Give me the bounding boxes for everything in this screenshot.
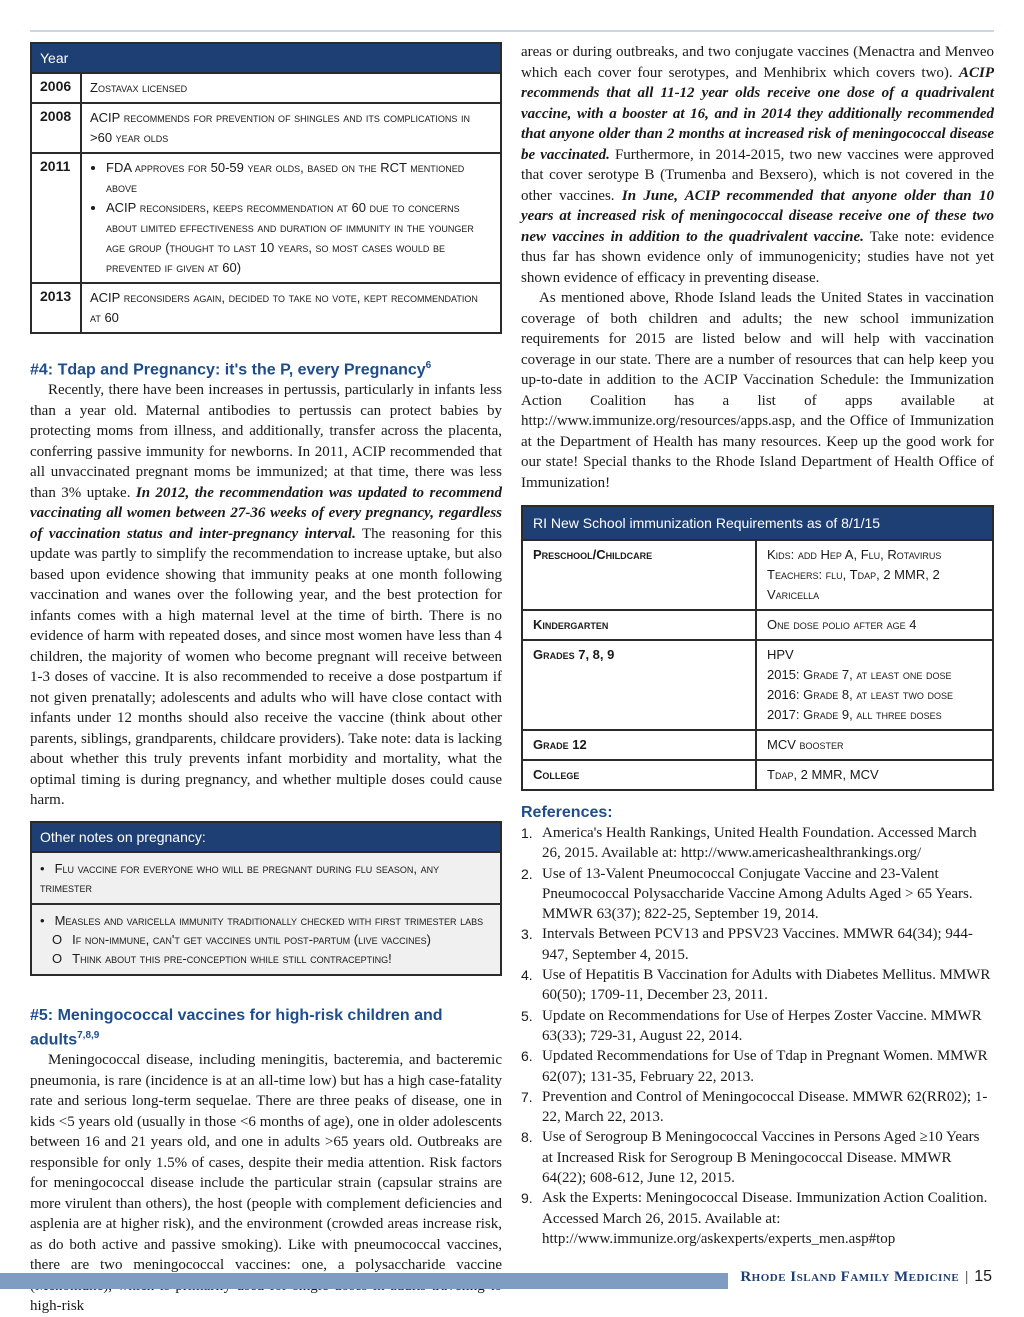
- list-item: 5. Update on Recommendations for Use of Herpes Zoster Vaccine. MMWR 63(33); 729-31, August 22, 2014.: [521, 1007, 982, 1044]
- school-requirements-table: [521, 505, 994, 791]
- list-item: 8. Use of Serogroup B Meningococcal Vaccines in Persons Aged ≥10 Years at Increased Risk for Serogroup B Meningococcal Disease. MMWR 64(22); 608-612, June 12, 2015.: [521, 1129, 980, 1187]
- requirement-cell: MCV booster: [756, 730, 993, 760]
- requirement-cell: Kids: add Hep A, Flu, Rotavirus Teachers: flu, Tdap, 2 MMR, 2 Varicella: [756, 540, 993, 610]
- references-heading: References:: [521, 804, 613, 821]
- requirement-cell: HPV 2015: Grade 7, at least one dose 2016: Grade 8, at least two dose 2017: Grade 9, all three doses: [756, 640, 993, 730]
- page-number: 15: [974, 1268, 992, 1285]
- list-item: • Flu vaccine for everyone who will be pregnant during flu season, any trimester: [32, 851, 500, 903]
- footer-bar: [0, 1273, 728, 1289]
- group-cell: Preschool/Childcare: [522, 540, 756, 610]
- year-cell: 2008: [31, 103, 81, 153]
- footer-separator: |: [965, 1269, 969, 1285]
- list-item: • FDA approves for 50-59 year olds, based on the RCT mentioned above: [106, 158, 492, 198]
- event-cell: [81, 153, 501, 283]
- event-cell: Zostavax licensed: [81, 73, 501, 103]
- table-row: [522, 610, 993, 640]
- pregnancy-notes-title: Other notes on pregnancy:: [32, 823, 500, 851]
- table-row: [522, 760, 993, 790]
- list-item: 3. Intervals Between PCV13 and PPSV23 Vaccines. MMWR 64(34); 944-947, September 4, 2015.: [521, 926, 973, 963]
- event-cell: ACIP reconsiders again, decided to take no vote, kept recommendation at 60: [81, 283, 501, 333]
- top-rule: [30, 30, 994, 32]
- section-4-body: Recently, there have been increases in pertussis, particularly in infants less than a year old. Maternal antibodies to pertussis can protect babies by protecting moms from illness, and additionally, transfer across the placenta, conferring passive immunity for newborns. In 2011, ACIP recommended that all unvaccinated pregnant moms be immunized; at that time, there was less than 3% uptake. In 2012, the recommendation was updated to recommend vaccinating all women between 27-36 weeks of every pregnancy, regardless of vaccination status and inter-pregnancy interval. The reasoning for this update was partly to simplify the recommendation to increase uptake, but also based upon evidence showing that immunity peaks at one month following vaccination and wanes over the following year, and the best protection for infants comes with a high maternal level at the time of birth. There is no evidence of harm with repeated doses, and since most women have less than 4 children, the majority of women who become pregnant will receive between 1-3 doses of vaccine. It is also recommended to receive a dose postpartum if not given prenatally; adolescents and adults who will have close contact with infants under 12 months should also receive the vaccine (think about other parents, siblings, grandparents, childcare providers). Take note: data is lacking about whether this truly prevents infant morbidity and mortality, what the optimal timing is during pregnancy, and whether multiple doses could cause harm.: [30, 382, 503, 809]
- references-list: [521, 823, 994, 1249]
- table-row: [31, 153, 501, 283]
- page-footer: [740, 1268, 992, 1286]
- pregnancy-notes-box: [30, 821, 502, 976]
- sub-item: O Think about this pre-conception while still contracepting!: [40, 949, 492, 968]
- left-column: [30, 42, 502, 1317]
- requirement-cell: Tdap, 2 MMR, MCV: [756, 760, 993, 790]
- list-item: 4. Use of Hepatitis B Vaccination for Adults with Diabetes Mellitus. MMWR 60(50); 1709-11, December 23, 2011.: [521, 967, 991, 1004]
- event-cell: ACIP recommends for prevention of shingles and its complications in >60 year olds: [81, 103, 501, 153]
- table-row: [31, 73, 501, 103]
- year-cell: 2006: [31, 73, 81, 103]
- table-row: [522, 540, 993, 610]
- list-item: • Measles and varicella immunity traditionally checked with first trimester labs O If non-immune, can't get vaccines until post-partum (live vaccines) O Think about this pre-conception while still contracepting!: [32, 903, 500, 974]
- year-cell: 2013: [31, 283, 81, 333]
- timeline-header: Year: [31, 43, 501, 73]
- section-4-heading: #4: Tdap and Pregnancy: it's the P, every Pregnancy$^6$: [30, 360, 432, 379]
- group-cell: College: [522, 760, 756, 790]
- table-row: [522, 640, 993, 730]
- sub-item: O If non-immune, can't get vaccines until post-partum (live vaccines): [40, 930, 492, 949]
- table-row: [522, 730, 993, 760]
- list-item: 2. Use of 13-Valent Pneumococcal Conjugate Vaccine and 23-Valent Pneumococcal Polysaccharide Vaccine Among Adults Aged > 65 Years. MMWR 63(37); 822-25, September 19, 2014.: [521, 865, 973, 923]
- zostavax-timeline-table: [30, 42, 502, 334]
- table-row: [31, 283, 501, 333]
- requirements-title: RI New School immunization Requirements as of 8/1/15: [522, 506, 993, 540]
- group-cell: Grade 12: [522, 730, 756, 760]
- list-item: 1. America's Health Rankings, United Health Foundation. Accessed March 26, 2015. Available at: http://www.americashealthrankings.org/: [521, 825, 977, 862]
- section-5-heading: #5: Meningococcal vaccines for high-risk children and adults$^{7,8,9}$: [30, 1006, 443, 1049]
- right-column: [521, 42, 994, 1249]
- meningococcal-continued: areas or during outbreaks, and two conjugate vaccines (Menactra and Menveo which each cover four serotypes, and Menhibrix which covers two). ACIP recommends that all 11-12 year olds receive one dose of a quadrivalent vaccine, with a booster at 16, and in 2014 they additionally recommended that anyone older than 2 months at increased risk of meningococcal disease be vaccinated. Furthermore, in 2014-2015, two new vaccines were approved that cover serotype B (Trumenba and Bexsero), which is not covered in the other vaccines. In June, ACIP recommended that anyone older than 10 years at increased risk of meningococcal disease receive one of these two new vaccines in addition to the quadrivalent vaccine. Take note: evidence thus far has shown evidence only of immunogenicity; studies have not yet shown evidence of efficacy in preventing disease.: [521, 44, 995, 286]
- requirement-cell: One dose polio after age 4: [756, 610, 993, 640]
- list-item: 7. Prevention and Control of Meningococcal Disease. MMWR 62(RR02); 1-22, March 22, 2013.: [521, 1088, 988, 1126]
- list-item: • ACIP reconsiders, keeps recommendation at 60 due to concerns about limited effectiveness and duration of immunity in the younger age group (thought to last 10 years, so most cases would be prevented if given at 60): [106, 198, 492, 278]
- ri-coverage-paragraph: As mentioned above, Rhode Island leads the United States in vaccination coverage of both children and adults; the new school immunization requirements for 2015 are listed below and will help with vaccination coverage in our state. There are a number of resources that can help keep you up-to-date in addition to the ACIP Vaccination Schedule: the Immunization Action Coalition has a list of apps available at http://www.immunize.org/resources/apps.asp, and the Office of Immunization at the Department of Health has many resources. Keep up the good work for our state! Special thanks to the Rhode Island Department of Health Office of Immunization!: [521, 290, 994, 491]
- list-item: 6. Updated Recommendations for Use of Tdap in Pregnant Women. MMWR 62(07); 131-35, February 22, 2013.: [521, 1048, 988, 1085]
- table-row: [31, 103, 501, 153]
- year-cell: 2011: [31, 153, 81, 283]
- group-cell: Grades 7, 8, 9: [522, 640, 756, 730]
- section-5-body: Meningococcal disease, including meningitis, bacteremia, and bacteremic pneumonia, is rare (incidence is at an all-time low) but has a high case-fatality rate and serious long-term sequelae. There are three peaks of disease, one in kids <5 years old (usually in those <6 months of age), one in older adolescents between 16 and 21 years old, and one in adults >65 years old. Outbreaks are responsible for only 1.5% of cases, despite their media attention. Risk factors for meningococcal disease include the particular strain (capsular strains are more virulent than others), the host (people with complement deficiencies and asplenia are at higher risk), and the environment (crowded areas increase risk, as do both active and passive smoking). Like with pneumococcal vaccines, there are two meningococcal vaccines: one, a polysaccharide vaccine high-risk: [30, 1052, 502, 1315]
- list-item: 9. Ask the Experts: Meningococcal Disease. Immunization Action Coalition. Accessed March 26, 2015. Available at: http://www.immunize.org/askexperts/experts_men.asp#top: [521, 1190, 988, 1247]
- group-cell: Kindergarten: [522, 610, 756, 640]
- journal-name: Rhode Island Family Medicine: [740, 1269, 960, 1285]
